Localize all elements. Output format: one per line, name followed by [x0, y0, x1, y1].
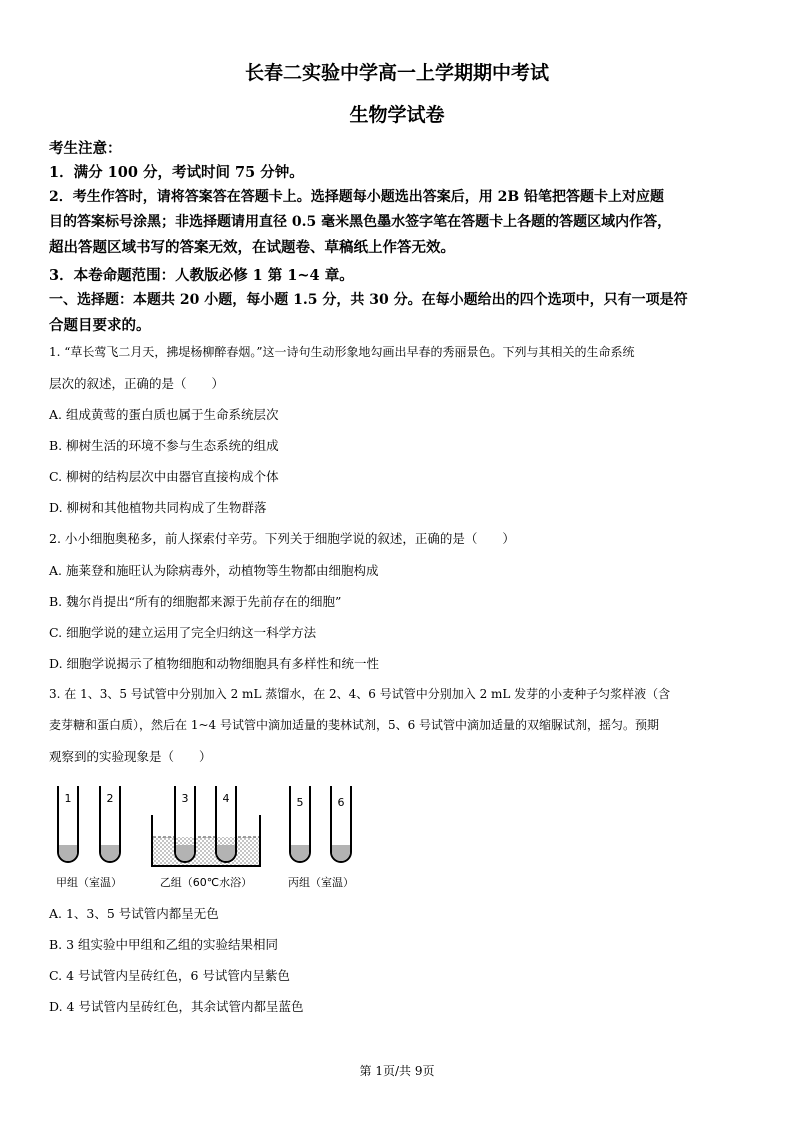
- test-tube-5: [290, 786, 310, 862]
- test-tube-6: [331, 786, 351, 862]
- q2-option-d: D. 细胞学说揭示了植物细胞和动物细胞具有多样性和统一性: [49, 656, 380, 671]
- caption-group-bing: 丙组（室温）: [288, 876, 354, 889]
- q3-option-b: B. 3 组实验中甲组和乙组的实验结果相同: [49, 937, 279, 952]
- q1-stem-line-2: 层次的叙述，正确的是（ ）: [49, 376, 225, 391]
- q3-option-a: A. 1、3、5 号试管内都呈无色: [49, 906, 219, 921]
- notice-item-3: 3．本卷命题范围：人教版必修 1 第 1~4 章。: [49, 267, 354, 284]
- notice-item-2-line-2: 目的答案标号涂黑；非选择题请用直径 0.5 毫米黑色墨水签字笔在答题卡上各题的答题区域内作答，: [49, 214, 672, 230]
- test-tube-2: [100, 786, 120, 862]
- test-tube-figure: [48, 782, 378, 894]
- caption-group-jia: 甲组（室温）: [56, 876, 122, 889]
- q1-stem-line-1: 1. “草长莺飞二月天，拂堤杨柳醉春烟。”这一诗句生动形象地勾画出早春的秀丽景色。下列与其相关的生命系统: [49, 345, 635, 359]
- tube-number-1: 1: [64, 792, 72, 805]
- q1-option-a: A. 组成黄莺的蛋白质也属于生命系统层次: [49, 407, 279, 422]
- test-tube-1: [58, 786, 78, 862]
- exam-title: 长春二实验中学高一上学期期中考试: [244, 62, 549, 84]
- notice-heading: 考生注意：: [49, 140, 122, 157]
- test-tube-3: [175, 786, 195, 862]
- q3-option-c: C. 4 号试管内呈砖红色，6 号试管内呈紫色: [49, 968, 290, 983]
- exam-subtitle: 生物学试卷: [349, 104, 445, 126]
- section-heading-line-1: 一、选择题：本题共 20 小题，每小题 1.5 分，共 30 分。在每小题给出的四个选项中，只有一项是符: [49, 292, 688, 308]
- q3-stem-line-1: 3. 在 1、3、5 号试管中分别加入 2 mL 蒸馏水，在 2、4、6 号试管中分别加入 2 mL 发芽的小麦种子匀浆样液（含: [49, 687, 671, 701]
- caption-group-yi: 乙组（60℃水浴）: [159, 876, 253, 889]
- q2-stem: 2. 小小细胞奥秘多，前人探索付辛劳。下列关于细胞学说的叙述，正确的是（ ）: [49, 531, 515, 546]
- notice-item-2-line-3: 超出答题区域书写的答案无效，在试题卷、草稿纸上作答无效。: [49, 239, 455, 256]
- tube-number-4: 4: [222, 792, 230, 805]
- water-bath: [152, 815, 260, 866]
- section-heading-line-2: 合题目要求的。: [49, 317, 151, 334]
- q3-stem-line-2: 麦芽糖和蛋白质），然后在 1~4 号试管中滴加适量的斐林试剂，5、6 号试管中滴加适量的双缩脲试剂，摇匀。预期: [49, 718, 660, 732]
- tube-number-5: 5: [296, 796, 304, 809]
- q3-stem-line-3: 观察到的实验现象是（ ）: [49, 749, 212, 764]
- tube-number-3: 3: [181, 792, 189, 805]
- q1-option-b: B. 柳树生活的环境不参与生态系统的组成: [49, 438, 279, 453]
- notice-item-1: 1．满分 100 分，考试时间 75 分钟。: [49, 164, 304, 181]
- q2-option-c: C. 细胞学说的建立运用了完全归纳这一科学方法: [49, 625, 317, 640]
- q2-option-a: A. 施莱登和施旺认为除病毒外，动植物等生物都由细胞构成: [49, 563, 379, 578]
- tube-number-6: 6: [337, 796, 345, 809]
- tube-number-2: 2: [106, 792, 114, 805]
- test-tube-4: [216, 786, 236, 862]
- page-number: 第 1页/共 9页: [359, 1064, 435, 1078]
- q1-option-c: C. 柳树的结构层次中由器官直接构成个体: [49, 469, 279, 484]
- q2-option-b: B. 魏尔肖提出“所有的细胞都来源于先前存在的细胞”: [49, 594, 342, 609]
- q3-option-d: D. 4 号试管内呈砖红色，其余试管内都呈蓝色: [49, 999, 304, 1014]
- q1-option-d: D. 柳树和其他植物共同构成了生物群落: [49, 500, 267, 515]
- notice-item-2-line-1: 2．考生作答时，请将答案答在答题卡上。选择题每小题选出答案后，用 2B 铅笔把答题卡上对应题: [49, 189, 665, 205]
